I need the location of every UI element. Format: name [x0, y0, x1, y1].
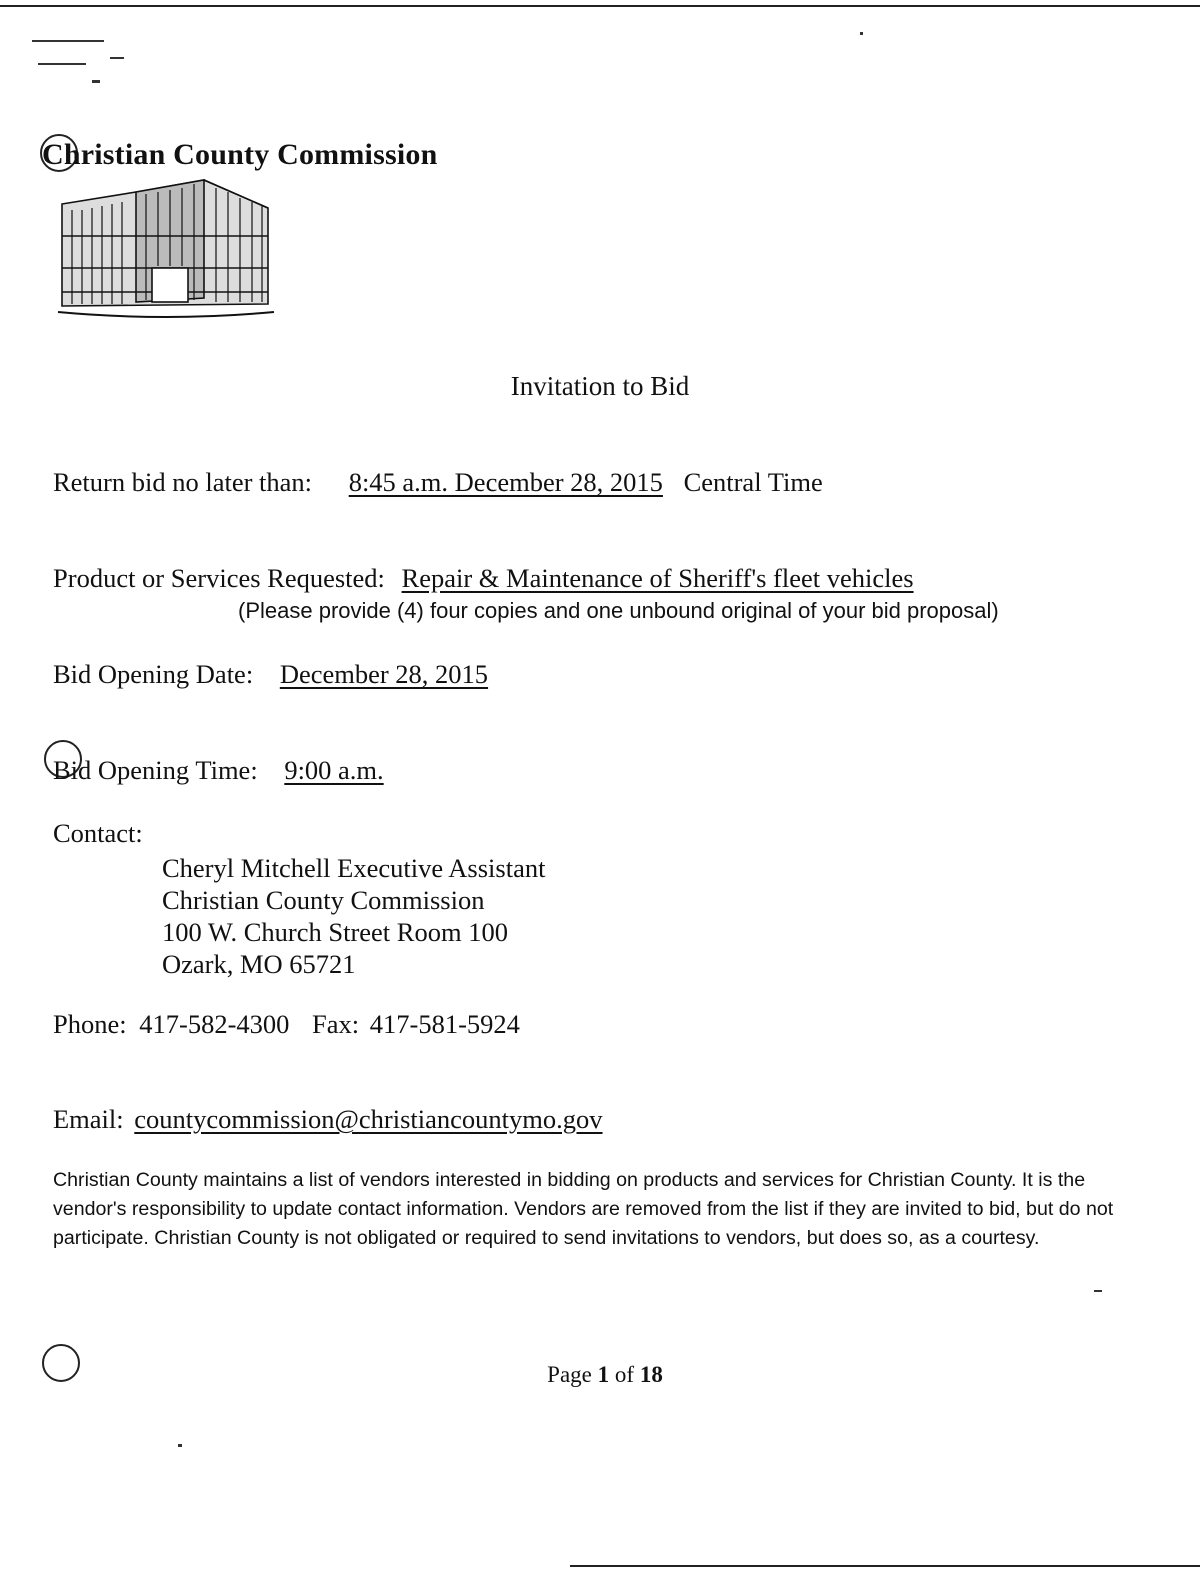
contact-line: Ozark, MO 65721	[162, 949, 356, 979]
phone-fax-row	[53, 1009, 520, 1040]
scan-mark	[92, 80, 100, 83]
fax-label: Fax:	[312, 1009, 360, 1039]
product-label: Product or Services Requested:	[53, 563, 385, 593]
scan-mark	[178, 1444, 182, 1447]
organization-title: Christian County Commission	[42, 138, 438, 171]
opening-time-label: Bid Opening Time:	[53, 755, 258, 785]
scan-top-edge	[0, 5, 1200, 7]
opening-date-value: December 28, 2015	[279, 659, 489, 689]
courthouse-logo	[56, 176, 278, 324]
scan-bottom-edge	[570, 1565, 1200, 1567]
phone-label: Phone:	[53, 1009, 127, 1039]
fax-value: 417-581-5924	[369, 1009, 520, 1039]
contact-block	[162, 852, 545, 980]
scan-mark	[860, 32, 863, 35]
email-label: Email:	[53, 1104, 124, 1134]
contact-line: 100 W. Church Street Room 100	[162, 917, 508, 947]
page-total: 18	[639, 1362, 663, 1387]
return-timezone: Central Time	[683, 467, 823, 497]
copies-note: (Please provide (4) four copies and one unbound original of your bid proposal)	[238, 598, 999, 623]
opening-date-row	[53, 659, 488, 690]
contact-line: Christian County Commission	[162, 885, 485, 915]
opening-time-row	[53, 755, 384, 786]
return-value: 8:45 a.m. December 28, 2015	[348, 467, 663, 497]
contact-label: Contact:	[53, 818, 143, 848]
product-value: Repair & Maintenance of Sheriff's fleet vehicles	[401, 563, 914, 593]
document-heading: Invitation to Bid	[510, 371, 690, 401]
scan-mark	[1094, 1290, 1102, 1292]
email-row	[53, 1104, 603, 1135]
page-current: 1	[597, 1362, 610, 1387]
scan-mark	[110, 57, 124, 59]
phone-value: 417-582-4300	[139, 1009, 290, 1039]
return-label: Return bid no later than:	[53, 467, 313, 497]
opening-date-label: Bid Opening Date:	[53, 659, 254, 689]
email-link[interactable]: countycommission@christiancountymo.gov	[134, 1104, 603, 1134]
page-of: of	[614, 1362, 635, 1387]
page-prefix: Page	[547, 1362, 592, 1387]
page-number	[0, 1362, 1200, 1388]
contact-line: Cheryl Mitchell Executive Assistant	[162, 853, 546, 883]
opening-time-value: 9:00 a.m.	[284, 755, 384, 785]
vendor-disclaimer: Christian County maintains a list of vendors interested in bidding on products and services for Christian County. It is the vendor's responsibility to update contact information. Vendors are removed from the list if they are invited to bid, but do not participate. Christian County is not obligated or required to send invitations to vendors, but does so, as a courtesy.	[53, 1169, 1114, 1249]
product-row	[53, 563, 914, 594]
return-deadline-row	[53, 467, 823, 498]
scan-mark	[38, 63, 86, 65]
scan-mark	[32, 40, 104, 42]
